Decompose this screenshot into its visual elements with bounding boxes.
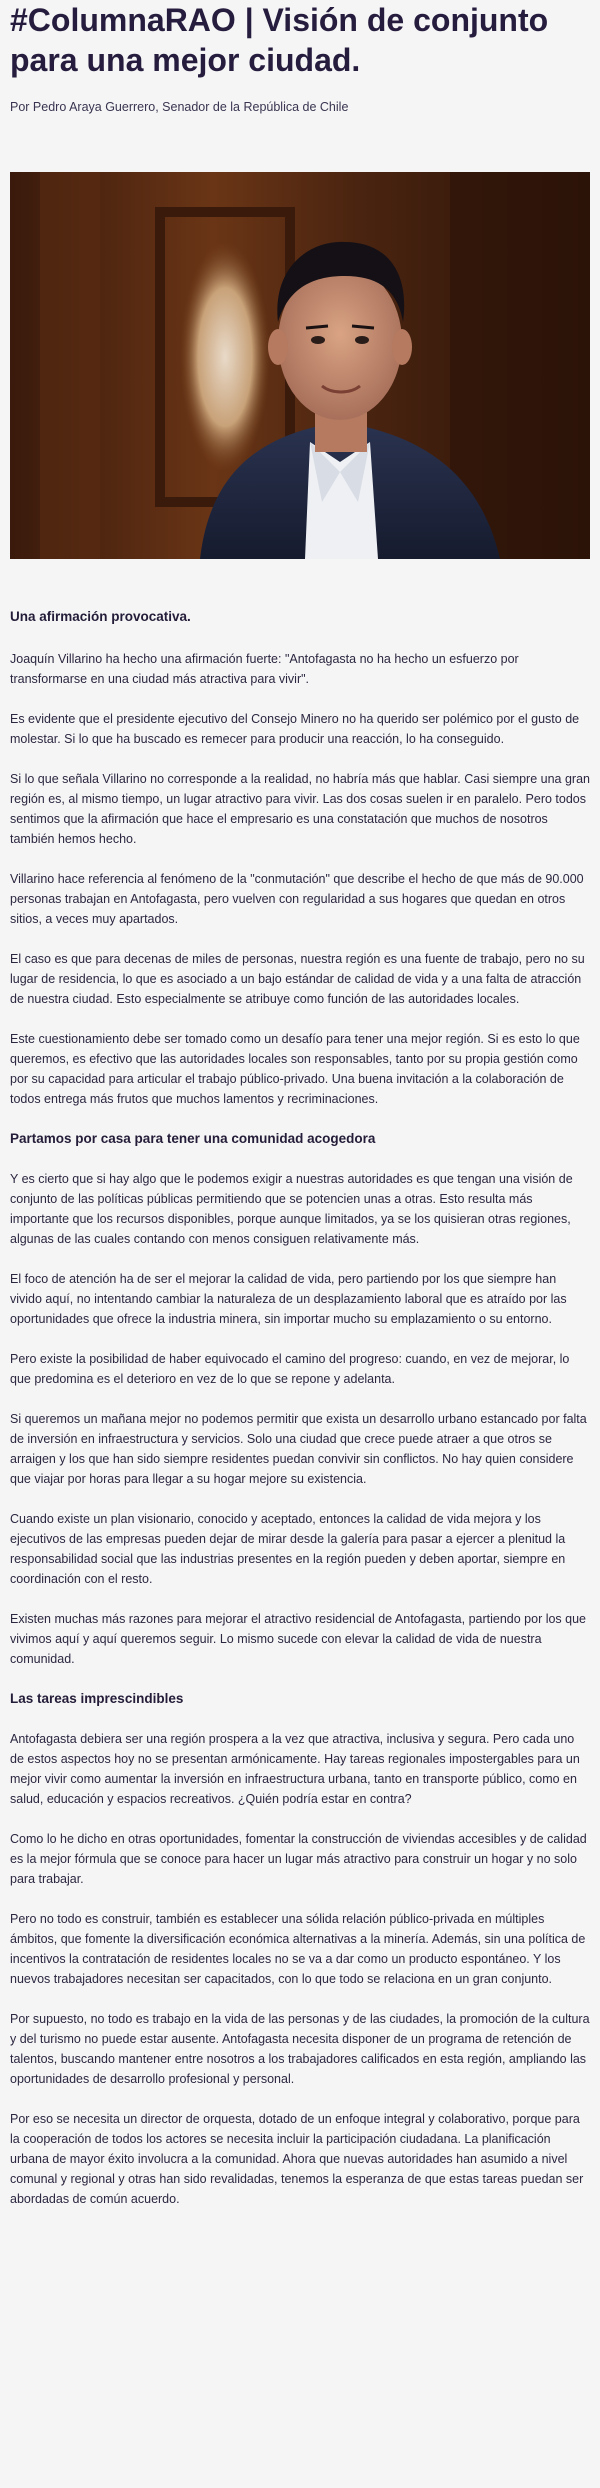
paragraph: Por eso se necesita un director de orquesta, dotado de un enfoque integral y colaborativo, porque para la cooperación de todos los actores se necesita incluir la participación ciudadana. La planificación urbana de mayor éxito involucra a la comunidad. Ahora que nuevas autoridades han asumido a nivel comunal y regional y otras han sido revalidadas, tenemos la esperanza de que estas tareas puedan ser abordadas de común acuerdo. — [10, 2112, 584, 2206]
article-title: #ColumnaRAO | Visión de conjunto para una mejor ciudad. — [10, 2, 549, 78]
paragraph: Existen muchas más razones para mejorar el atractivo residencial de Antofagasta, partiendo por los que vivimos aquí y aquí queremos seguir. Lo mismo sucede con elevar la calidad de vida de nuestra comunidad. — [10, 1612, 587, 1666]
paragraph: Si lo que señala Villarino no corresponde a la realidad, no habría más que hablar. Casi siempre una gran región es, al mismo tiempo, un lugar atractivo para vivir. Las dos cosas suelen ir en paralelo. Pero todos sentimos que la afirmación que hace el empresario es una constatación que muchos de nosotros también hemos hecho. — [10, 772, 590, 846]
paragraph: El foco de atención ha de ser el mejorar la calidad de vida, pero partiendo por los que siempre han vivido aquí, no intentando cambiar la naturaleza de un desplazamiento laboral que es atraído por las oportunidades que ofrece la industria minera, sin importar mucho su emplazamiento o su entorno. — [10, 1272, 567, 1326]
paragraph: Si queremos un mañana mejor no podemos permitir que exista un desarrollo urbano estancado por falta de inversión en infraestructura y servicios. Solo una ciudad que crece puede atraer a que otros se arraigen y los que han sido siempre residentes puedan convivir sin conflictos. No hay quien considere que viajar por horas para llegar a su hogar mejore su existencia. — [10, 1412, 587, 1486]
paragraph: Joaquín Villarino ha hecho una afirmación fuerte: "Antofagasta no ha hecho un esfuerzo por transformarse en una ciudad más atractiva para vivir". — [10, 652, 519, 686]
paragraph: Y es cierto que si hay algo que le podemos exigir a nuestras autoridades es que tengan una visión de conjunto de las políticas públicas permitiendo que se potencien unas a otras. Esto resulta más importante que los recursos disponibles, porque aunque limitados, ya se los quisieran otras regiones, algunas de las cuales contando con menos consiguen relativamente más. — [10, 1172, 573, 1246]
section-heading: Una afirmación provocativa. — [10, 609, 191, 624]
article-body — [10, 607, 590, 2209]
paragraph: Cuando existe un plan visionario, conocido y aceptado, entonces la calidad de vida mejora y los ejecutivos de las empresas pueden dejar de mirar desde la galería para pasar a ejercer a plenitud la responsabilidad social que las industrias presentes en la región pueden y deben aportar, siempre en coordinación con el resto. — [10, 1512, 566, 1586]
paragraph: Este cuestionamiento debe ser tomado como un desafío para tener una mejor región. Si es esto lo que queremos, es efectivo que las autoridades locales son responsables, tanto por su propia gestión como por su capacidad para articular el trabajo público-privado. Una buena invitación a la colaboración de todos entrega más frutos que muchos lamentos y recriminaciones. — [10, 1032, 580, 1106]
paragraph: Pero no todo es construir, también es establecer una sólida relación público-privada en múltiples ámbitos, que fomente la diversificación económica alternativas a la minería. Además, sin una política de incentivos la contratación de residentes locales no se va a dar como un producto espontáneo. Y los nuevos trabajadores necesitan ser capacitados, con lo que todo se relaciona en un gran conjunto. — [10, 1912, 586, 1986]
article-byline: Por Pedro Araya Guerrero, Senador de la República de Chile — [10, 100, 349, 114]
paragraph: El caso es que para decenas de miles de personas, nuestra región es una fuente de trabajo, pero no su lugar de residencia, lo que es asociado a un bajo estándar de calidad de vida y a una falta de atracción de nuestra ciudad. Esto especialmente se atribuye como función de las autoridades locales. — [10, 952, 585, 1006]
paragraph: Es evidente que el presidente ejecutivo del Consejo Minero no ha querido ser polémico por el gusto de molestar. Si lo que ha buscado es remecer para producir una reacción, lo ha conseguido. — [10, 712, 580, 746]
paragraph: Como lo he dicho en otras oportunidades, fomentar la construcción de viviendas accesibles y de calidad es la mejor fórmula que se conoce para hacer un lugar más atractivo para construir un hogar y no solo para trabajar. — [10, 1832, 587, 1886]
paragraph: Antofagasta debiera ser una región prospera a la vez que atractiva, inclusiva y segura. Pero cada uno de estos aspectos hoy no se presentan armónicamente. Hay tareas regionales impostergables para un mejor vivir como aumentar la inversión en infraestructura urbana, tanto en transporte público, como en salud, educación y espacios recreativos. ¿Quién podría estar en contra? — [10, 1732, 580, 1806]
paragraph: Villarino hace referencia al fenómeno de la "conmutación" que describe el hecho de que más de 90.000 personas trabajan en Antofagasta, pero vuelven con regularidad a sus hogares que quedan en otros sitios, a veces muy apartados. — [10, 872, 584, 926]
paragraph: Por supuesto, no todo es trabajo en la vida de las personas y de las ciudades, la promoción de la cultura y del turismo no puede estar ausente. Antofagasta necesita disponer de un programa de retención de talentos, buscando mantener entre nosotros a los trabajadores calificados en esta región, ampliando las oportunidades de desarrollo profesional y personal. — [10, 2012, 590, 2086]
section-heading: Las tareas imprescindibles — [10, 1691, 184, 1706]
section-heading: Partamos por casa para tener una comunidad acogedora — [10, 1131, 376, 1146]
paragraph: Pero existe la posibilidad de haber equivocado el camino del progreso: cuando, en vez de mejorar, lo que predomina es el deterioro en vez de lo que se repone y adelanta. — [10, 1352, 570, 1386]
author-photo — [10, 172, 590, 559]
